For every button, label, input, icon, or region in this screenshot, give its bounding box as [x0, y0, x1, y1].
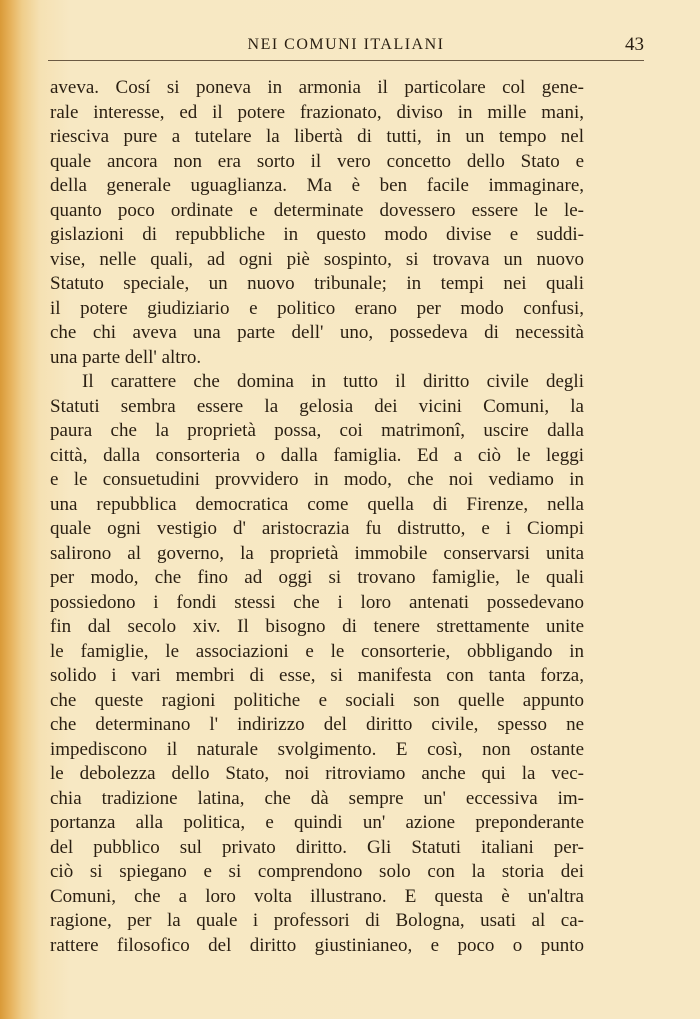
text-line: che chi aveva una parte dell' uno, possedeva di necessità — [50, 322, 584, 343]
text-line: le famiglie, le associazioni e le consorterie, obbligando in — [50, 640, 584, 662]
text-line: ciò si spiegano e si comprendono solo con la storia dei — [50, 861, 584, 882]
text-line: aveva. Cosí si poneva in armonia il particolare col gene- — [50, 77, 584, 98]
text-line: quanto poco ordinate e determinate dovessero essere le le- — [50, 199, 584, 221]
text-line: impediscono il naturale svolgimento. E così, non ostante — [50, 738, 584, 760]
paragraph — [50, 370, 584, 958]
text-line: vise, nelle quali, ad ogni piè sospinto, si trovava un nuovo — [50, 248, 584, 270]
text-line: una repubblica democratica come quella di Firenze, nella — [50, 493, 584, 515]
paragraph — [50, 76, 584, 370]
text-line: fin dal secolo xiv. Il bisogno di tenere strettamente unite — [50, 616, 584, 637]
text-line: città, dalla consorteria o dalla famiglia. Ed a ciò le leggi — [50, 444, 584, 466]
page-number: 43 — [625, 34, 644, 55]
text-line: rale interesse, ed il potere frazionato, diviso in mille mani, — [50, 101, 584, 123]
text-line: della generale uguaglianza. Ma è ben facile immaginare, — [50, 175, 584, 196]
text-line: Statuti sembra essere la gelosia dei vicini Comuni, la — [50, 395, 584, 417]
text-line: le debolezza dello Stato, noi ritroviamo anche qui la vec- — [50, 763, 584, 784]
text-line: solido i vari membri di esse, si manifesta con tanta forza, — [50, 665, 584, 686]
text-line: paura che la proprietà possa, coi matrimonî, uscire dalla — [50, 420, 584, 441]
text-line: che queste ragioni politiche e sociali son quelle appunto — [50, 689, 584, 711]
text-line: ragione, per la quale i professori di Bologna, usati al ca- — [50, 910, 584, 931]
text-line: per modo, che fino ad oggi si trovano famiglie, le quali — [50, 567, 584, 588]
text-line: il potere giudiziario e politico erano per modo confusi, — [50, 297, 584, 319]
text-line: portanza alla politica, e quindi un' azione preponderante — [50, 812, 584, 833]
text-line: chia tradizione latina, che dà sempre un' eccessiva im- — [50, 787, 584, 809]
text-line: quale ancora non era sorto il vero concetto dello Stato e — [50, 150, 584, 172]
running-title: NEI COMUNI ITALIANI — [247, 36, 445, 53]
text-line: che determinano l' indirizzo del diritto civile, spesso ne — [50, 714, 584, 735]
text-line: riesciva pure a tutelare la libertà di tutti, in un tempo nel — [50, 126, 584, 147]
text-line: e le consuetudini provvidero in modo, che noi vediamo in — [50, 469, 584, 490]
text-line: Statuto speciale, un nuovo tribunale; in tempi nei quali — [50, 273, 584, 294]
text-line: gislazioni di repubbliche in questo modo divise e suddi- — [50, 224, 584, 245]
text-line: Comuni, che a loro volta illustrano. E questa è un'altra — [50, 885, 584, 907]
text-line: una parte dell' altro. — [50, 346, 202, 368]
text-line: quale ogni vestigio d' aristocrazia fu distrutto, e i Ciompi — [50, 518, 584, 539]
text-line: del pubblico sul privato diritto. Gli Statuti italiani per- — [50, 836, 584, 858]
text-line: possiedono i fondi stessi che i loro antenati possedevano — [50, 591, 584, 613]
body-text — [50, 76, 584, 958]
text-line: Il carattere che domina in tutto il diritto civile degli — [82, 371, 584, 392]
text-line: salirono al governo, la proprietà immobile conservarsi unita — [50, 542, 584, 564]
page-header — [48, 34, 644, 61]
text-line: rattere filosofico del diritto giustinianeo, e poco o punto — [50, 934, 584, 956]
